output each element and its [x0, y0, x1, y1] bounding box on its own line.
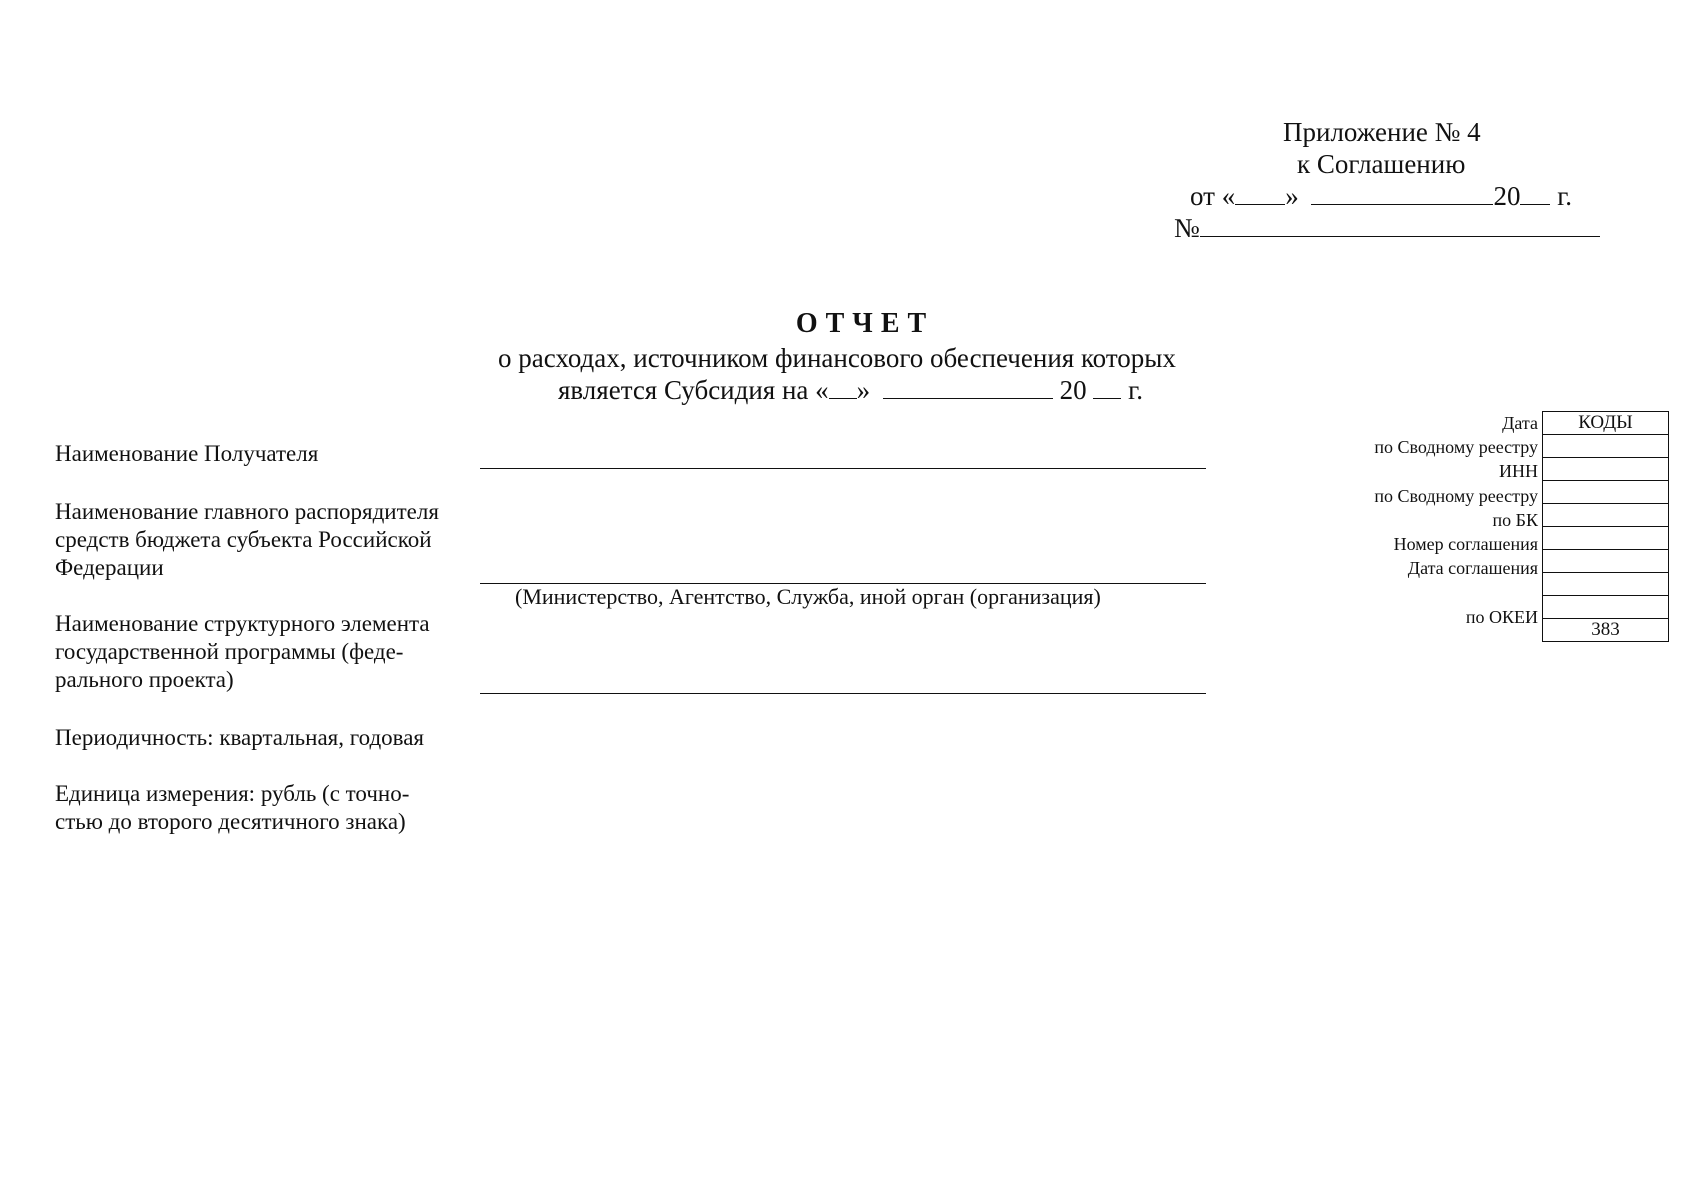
codes-cell-agreement-number[interactable] [1543, 550, 1669, 573]
codes-label-okei: по ОКЕИ [1465, 606, 1538, 627]
subsidy-suffix: г. [1128, 375, 1143, 405]
codes-cell-bk[interactable] [1543, 527, 1669, 550]
month-blank[interactable] [1311, 182, 1493, 205]
label-main-manager: Наименование главного распорядителя средств бюджета субъекта Российской Федерации [55, 499, 439, 580]
codes-label-date: Дата [1502, 413, 1538, 433]
codes-label-registry-2: по Сводному реестру [1374, 485, 1538, 506]
recipient-fill-line[interactable] [480, 468, 1206, 469]
codes-cell-okei[interactable]: 383 [1543, 619, 1669, 642]
report-subtitle-line2 [558, 375, 1143, 406]
codes-label-bk: по БК [1492, 509, 1538, 530]
label-recipient: Наименование Получателя [55, 441, 319, 466]
codes-header: КОДЫ [1543, 412, 1669, 435]
main-manager-hint: (Министерство, Агентство, Служба, иной орган (организация) [515, 584, 1101, 609]
label-periodicity: Периодичность: квартальная, годовая [55, 725, 424, 750]
date-prefix: от « [1190, 181, 1236, 211]
report-title: ОТЧЕТ [795, 308, 935, 339]
day-blank[interactable] [1235, 182, 1285, 205]
subsidy-mid: » [856, 375, 871, 405]
codes-label-agreement-date: Дата соглашения [1407, 558, 1538, 579]
subsidy-day-blank[interactable] [829, 376, 857, 399]
codes-cell-registry-2[interactable] [1543, 504, 1669, 527]
appendix-agreement: к Соглашению [1297, 149, 1466, 179]
number-sign: № [1174, 213, 1200, 243]
subsidy-prefix: является Субсидия на « [558, 375, 829, 405]
codes-cell-agreement-date[interactable] [1543, 573, 1669, 596]
codes-cell-registry-1[interactable] [1543, 458, 1669, 481]
year-prefix: 20 [1493, 181, 1521, 211]
subsidy-month-blank[interactable] [883, 376, 1053, 399]
label-structural-element: Наименование структурного элемента государственной программы (феде-рального проекта) [55, 611, 430, 692]
codes-label-inn: ИНН [1499, 461, 1538, 482]
codes-labels [1200, 411, 1538, 629]
codes-label-registry-1: по Сводному реестру [1374, 437, 1538, 458]
year-suffix: г. [1557, 181, 1572, 211]
appendix-date-line [1190, 180, 1572, 212]
appendix-number-line [1174, 212, 1600, 244]
year-blank[interactable] [1520, 182, 1550, 205]
report-subtitle-line1: о расходах, источником финансового обеспечения которых [498, 343, 1176, 373]
codes-cell-empty[interactable] [1543, 596, 1669, 619]
agreement-number-blank[interactable] [1200, 214, 1600, 237]
codes-table [1542, 411, 1669, 642]
codes-label-agreement-number: Номер соглашения [1393, 533, 1538, 554]
appendix-title: Приложение № 4 [1283, 117, 1481, 147]
label-unit: Единица измерения: рубль (с точно-стью до второго десятичного знака) [55, 781, 410, 834]
codes-cell-date[interactable] [1543, 435, 1669, 458]
structural-element-fill-line[interactable] [480, 693, 1206, 694]
subsidy-year-blank[interactable] [1093, 376, 1121, 399]
subsidy-year: 20 [1059, 375, 1087, 405]
codes-label-empty [1200, 580, 1538, 604]
codes-cell-inn[interactable] [1543, 481, 1669, 504]
date-mid: » [1285, 181, 1299, 211]
